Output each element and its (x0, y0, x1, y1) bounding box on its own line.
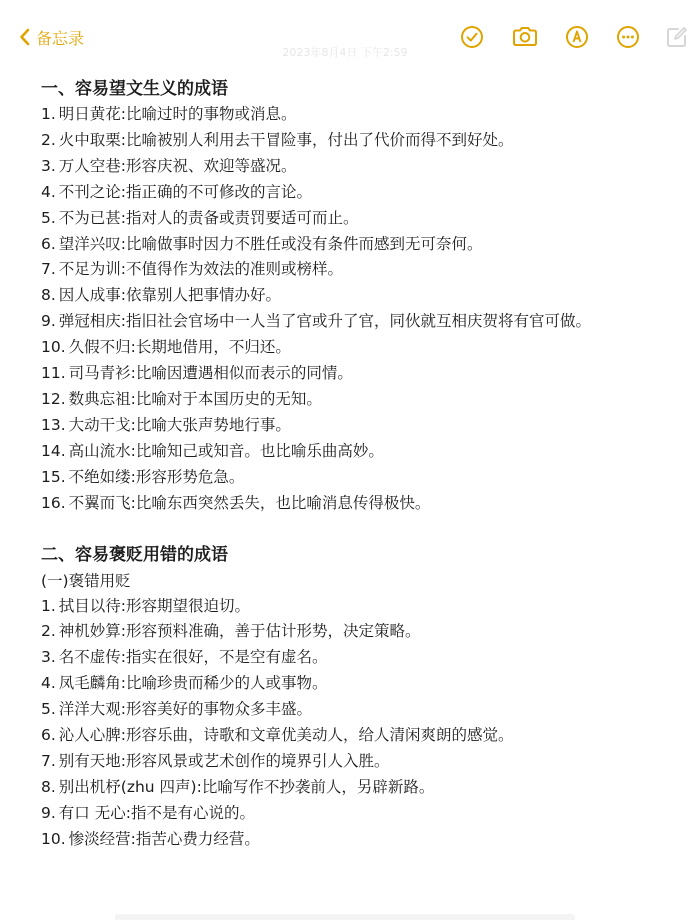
compose-icon (666, 24, 688, 50)
item-number: 8. (41, 286, 56, 305)
item-text: 不绝如缕:形容形势危急。 (68, 467, 245, 486)
item-number: 3. (41, 648, 56, 667)
item-text: 不为已甚:指对人的责备或责罚要适可而止。 (58, 208, 359, 227)
checklist-button[interactable] (459, 24, 485, 50)
list-item (41, 128, 671, 154)
compose-button[interactable] (666, 24, 688, 50)
list-item (41, 102, 671, 128)
list-item (41, 257, 671, 283)
list-item (41, 775, 671, 801)
idiom-list (41, 594, 671, 853)
item-number: 8. (41, 777, 56, 796)
more-button[interactable] (615, 24, 641, 50)
item-text: 因人成事:依靠别人把事情办好。 (58, 286, 282, 305)
item-number: 6. (41, 726, 56, 745)
note-timestamp: 2023年8月4日 下午2:59 (282, 46, 408, 59)
item-text: 别出机杼(zhu 四声):比喻写作不抄袭前人，另辟新路。 (58, 777, 435, 796)
list-item (41, 491, 671, 517)
item-text: 有口 无心:指不是有心说的。 (58, 803, 255, 822)
list-item (41, 749, 671, 775)
item-text: 凤毛麟角:比喻珍贵而稀少的人或事物。 (58, 674, 328, 693)
item-number: 6. (41, 234, 56, 253)
list-item (41, 671, 671, 697)
item-number: 1. (41, 596, 56, 615)
list-item (41, 361, 671, 387)
home-indicator (115, 914, 575, 920)
item-number: 5. (41, 208, 56, 227)
checklist-icon (459, 24, 485, 50)
item-number: 12. (41, 389, 66, 408)
list-item (41, 180, 671, 206)
item-text: 拭目以待:形容期望很迫切。 (58, 596, 251, 615)
item-text: 别有天地:形容风景或艺术创作的境界引人入胜。 (58, 751, 390, 770)
item-text: 不翼而飞:比喻东西突然丢失，也比喻消息传得极快。 (68, 493, 431, 512)
item-number: 15. (41, 467, 66, 486)
list-item (41, 154, 671, 180)
item-text: 洋洋大观:形容美好的事物众多丰盛。 (58, 700, 313, 719)
item-text: 司马青衫:比喻因遭遇相似而表示的同情。 (68, 364, 353, 383)
list-item (41, 283, 671, 309)
list-item (41, 439, 671, 465)
list-item (41, 335, 671, 361)
item-text: 弹冠相庆:指旧社会官场中一人当了官或升了官，同伙就互相庆贺将有官可做。 (58, 312, 592, 331)
idiom-list (41, 102, 671, 517)
item-text: 万人空巷:形容庆祝、欢迎等盛况。 (58, 156, 297, 175)
item-text: 火中取栗:比喻被别人利用去干冒险事，付出了代价而得不到好处。 (58, 130, 514, 149)
section-title: 一、容易望文生义的成语 (41, 79, 228, 99)
item-text: 名不虚传:指实在很好，不是空有虚名。 (58, 648, 328, 667)
item-number: 7. (41, 260, 56, 279)
item-number: 4. (41, 182, 56, 201)
item-text: 神机妙算:形容预料准确，善于估计形势，决定策略。 (58, 622, 421, 641)
item-text: 不刊之论:指正确的不可修改的言论。 (58, 182, 313, 201)
list-item (41, 723, 671, 749)
note-body[interactable] (41, 76, 671, 853)
item-number: 1. (41, 105, 56, 123)
list-item (41, 309, 671, 335)
chevron-left-icon (18, 27, 36, 47)
list-item (41, 594, 671, 620)
item-text: 惨淡经营:指苦心费力经营。 (68, 829, 260, 848)
item-text: 不足为训:不值得作为效法的准则或榜样。 (58, 260, 344, 279)
item-number: 2. (41, 130, 56, 149)
camera-button[interactable] (511, 24, 539, 50)
item-text: 望洋兴叹:比喻做事时因力不胜任或没有条件而感到无可奈何。 (58, 234, 483, 253)
list-item (41, 619, 671, 645)
item-number: 11. (41, 364, 66, 383)
item-number: 7. (41, 751, 56, 770)
item-number: 9. (41, 312, 56, 331)
list-item (41, 801, 671, 827)
list-item (41, 465, 671, 491)
back-button[interactable] (18, 24, 84, 50)
item-number: 4. (41, 674, 56, 693)
item-text: 久假不归:长期地借用，不归还。 (68, 338, 291, 357)
item-number: 16. (41, 493, 66, 512)
navigation-bar (0, 0, 690, 72)
item-number: 13. (41, 415, 66, 434)
item-number: 14. (41, 441, 66, 460)
section-title: 二、容易褒贬用错的成语 (41, 544, 228, 565)
list-item (41, 232, 671, 258)
item-number: 10. (41, 338, 66, 357)
list-item (41, 697, 671, 723)
item-text: 沁人心脾:形容乐曲，诗歌和文章优美动人，给人清闲爽朗的感觉。 (58, 726, 514, 745)
item-number: 9. (41, 803, 56, 822)
list-item (41, 827, 671, 853)
item-number: 5. (41, 700, 56, 719)
item-text: 明日黄花:比喻过时的事物或消息。 (58, 105, 297, 123)
list-item (41, 413, 671, 439)
item-text: 高山流水:比喻知己或知音。也比喻乐曲高妙。 (68, 441, 384, 460)
camera-icon (511, 24, 539, 50)
markup-button[interactable] (564, 24, 590, 50)
list-item (41, 645, 671, 671)
item-text: 数典忘祖:比喻对于本国历史的无知。 (68, 389, 322, 408)
item-number: 2. (41, 622, 56, 641)
back-button-label: 备忘录 (36, 28, 85, 48)
item-text: 大动干戈:比喻大张声势地行事。 (68, 415, 291, 434)
list-item (41, 206, 671, 232)
list-item (41, 387, 671, 413)
item-number: 3. (41, 156, 56, 175)
more-icon (615, 24, 641, 50)
markup-pen-icon (564, 24, 590, 50)
subsection-title: (一)褒错用贬 (41, 571, 131, 590)
item-number: 10. (41, 829, 66, 848)
